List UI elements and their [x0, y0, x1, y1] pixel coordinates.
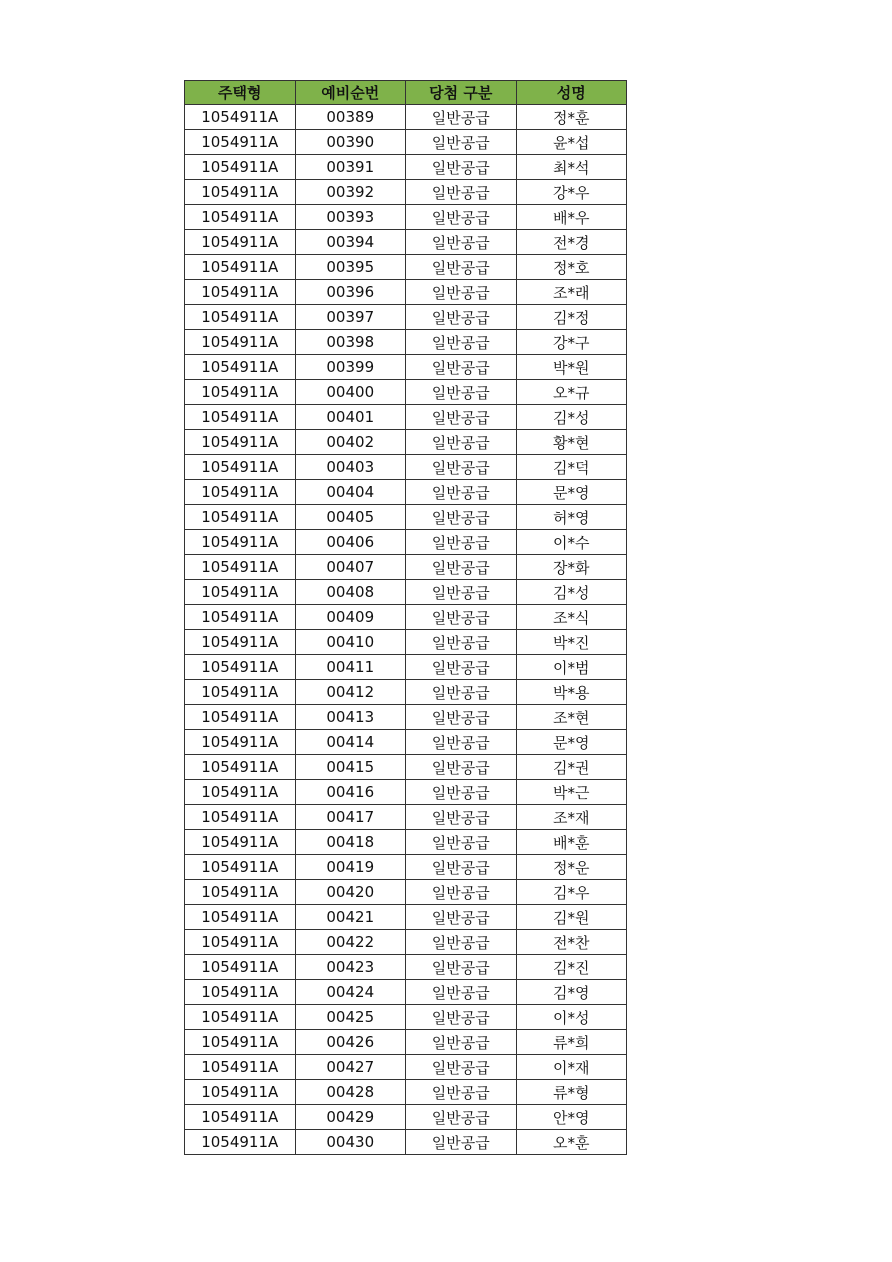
winning-category-cell: 일반공급: [406, 280, 517, 305]
reserve-number-cell: 00426: [295, 1030, 406, 1055]
table-row: [185, 205, 627, 230]
housing-type-cell: 1054911A: [185, 1055, 296, 1080]
housing-type-cell: 1054911A: [185, 780, 296, 805]
reserve-number-cell: 00409: [295, 605, 406, 630]
housing-type-cell: 1054911A: [185, 880, 296, 905]
name-cell: 문*영: [516, 730, 627, 755]
housing-type-cell: 1054911A: [185, 855, 296, 880]
winning-category-cell: 일반공급: [406, 155, 517, 180]
housing-type-cell: 1054911A: [185, 280, 296, 305]
name-cell: 박*원: [516, 355, 627, 380]
table-row: [185, 755, 627, 780]
header-winning-category: 당첨 구분: [406, 81, 517, 105]
housing-type-cell: 1054911A: [185, 905, 296, 930]
reserve-number-cell: 00415: [295, 755, 406, 780]
header-housing-type: 주택형: [185, 81, 296, 105]
table-row: [185, 155, 627, 180]
table-row: [185, 380, 627, 405]
winning-category-cell: 일반공급: [406, 880, 517, 905]
name-cell: 최*석: [516, 155, 627, 180]
name-cell: 황*현: [516, 430, 627, 455]
table-row: [185, 655, 627, 680]
housing-type-cell: 1054911A: [185, 480, 296, 505]
housing-type-cell: 1054911A: [185, 355, 296, 380]
winning-category-cell: 일반공급: [406, 105, 517, 130]
housing-type-cell: 1054911A: [185, 230, 296, 255]
winning-category-cell: 일반공급: [406, 630, 517, 655]
name-cell: 이*재: [516, 1055, 627, 1080]
table-row: [185, 855, 627, 880]
table-row: [185, 480, 627, 505]
name-cell: 박*진: [516, 630, 627, 655]
housing-type-cell: 1054911A: [185, 180, 296, 205]
reserve-number-cell: 00422: [295, 930, 406, 955]
name-cell: 조*래: [516, 280, 627, 305]
table-row: [185, 630, 627, 655]
winning-category-cell: 일반공급: [406, 230, 517, 255]
header-reserve-number: 예비순번: [295, 81, 406, 105]
winning-category-cell: 일반공급: [406, 730, 517, 755]
winning-category-cell: 일반공급: [406, 1005, 517, 1030]
housing-type-cell: 1054911A: [185, 1080, 296, 1105]
reserve-number-cell: 00393: [295, 205, 406, 230]
reserve-number-cell: 00419: [295, 855, 406, 880]
table-row: [185, 1030, 627, 1055]
table-row: [185, 780, 627, 805]
name-cell: 류*희: [516, 1030, 627, 1055]
header-name: 성명: [516, 81, 627, 105]
name-cell: 전*경: [516, 230, 627, 255]
winning-category-cell: 일반공급: [406, 530, 517, 555]
winning-category-cell: 일반공급: [406, 805, 517, 830]
reserve-number-cell: 00399: [295, 355, 406, 380]
winning-category-cell: 일반공급: [406, 480, 517, 505]
reserve-number-cell: 00406: [295, 530, 406, 555]
winning-category-cell: 일반공급: [406, 180, 517, 205]
reserve-number-cell: 00405: [295, 505, 406, 530]
table-row: [185, 455, 627, 480]
housing-type-cell: 1054911A: [185, 1105, 296, 1130]
winning-category-cell: 일반공급: [406, 905, 517, 930]
name-cell: 김*성: [516, 580, 627, 605]
reserve-number-cell: 00412: [295, 680, 406, 705]
table-row: [185, 880, 627, 905]
table-row: [185, 180, 627, 205]
reserve-number-cell: 00423: [295, 955, 406, 980]
table-row: [185, 1080, 627, 1105]
table-header-row: [185, 81, 627, 105]
housing-type-cell: 1054911A: [185, 430, 296, 455]
name-cell: 오*훈: [516, 1130, 627, 1155]
reserve-number-cell: 00429: [295, 1105, 406, 1130]
housing-type-cell: 1054911A: [185, 580, 296, 605]
table-row: [185, 1105, 627, 1130]
table-row: [185, 605, 627, 630]
housing-type-cell: 1054911A: [185, 380, 296, 405]
reserve-number-cell: 00394: [295, 230, 406, 255]
housing-type-cell: 1054911A: [185, 455, 296, 480]
reserve-number-cell: 00389: [295, 105, 406, 130]
housing-type-cell: 1054911A: [185, 980, 296, 1005]
table-row: [185, 955, 627, 980]
name-cell: 정*호: [516, 255, 627, 280]
table-body: [185, 105, 627, 1155]
table-row: [185, 980, 627, 1005]
name-cell: 장*화: [516, 555, 627, 580]
reserve-number-cell: 00417: [295, 805, 406, 830]
reserve-number-cell: 00391: [295, 155, 406, 180]
name-cell: 김*원: [516, 905, 627, 930]
table-row: [185, 255, 627, 280]
housing-type-cell: 1054911A: [185, 1005, 296, 1030]
name-cell: 박*근: [516, 780, 627, 805]
table-row: [185, 305, 627, 330]
winning-category-cell: 일반공급: [406, 205, 517, 230]
reserve-number-cell: 00397: [295, 305, 406, 330]
winning-category-cell: 일반공급: [406, 830, 517, 855]
name-cell: 조*재: [516, 805, 627, 830]
winning-category-cell: 일반공급: [406, 505, 517, 530]
housing-type-cell: 1054911A: [185, 755, 296, 780]
name-cell: 윤*섭: [516, 130, 627, 155]
reserve-number-cell: 00404: [295, 480, 406, 505]
reserve-number-cell: 00395: [295, 255, 406, 280]
winning-category-cell: 일반공급: [406, 130, 517, 155]
reserve-number-cell: 00418: [295, 830, 406, 855]
reserve-number-cell: 00424: [295, 980, 406, 1005]
name-cell: 김*진: [516, 955, 627, 980]
table-row: [185, 830, 627, 855]
housing-type-cell: 1054911A: [185, 305, 296, 330]
winning-category-cell: 일반공급: [406, 580, 517, 605]
name-cell: 오*규: [516, 380, 627, 405]
name-cell: 배*훈: [516, 830, 627, 855]
housing-type-cell: 1054911A: [185, 805, 296, 830]
table-row: [185, 1005, 627, 1030]
name-cell: 전*찬: [516, 930, 627, 955]
winning-category-cell: 일반공급: [406, 755, 517, 780]
name-cell: 류*형: [516, 1080, 627, 1105]
name-cell: 이*수: [516, 530, 627, 555]
winning-category-cell: 일반공급: [406, 680, 517, 705]
winning-category-cell: 일반공급: [406, 605, 517, 630]
housing-type-cell: 1054911A: [185, 680, 296, 705]
housing-type-cell: 1054911A: [185, 155, 296, 180]
name-cell: 문*영: [516, 480, 627, 505]
reserve-number-cell: 00407: [295, 555, 406, 580]
table-row: [185, 530, 627, 555]
name-cell: 이*성: [516, 1005, 627, 1030]
winning-category-cell: 일반공급: [406, 1105, 517, 1130]
winning-category-cell: 일반공급: [406, 255, 517, 280]
reserve-number-cell: 00392: [295, 180, 406, 205]
housing-type-cell: 1054911A: [185, 255, 296, 280]
winning-category-cell: 일반공급: [406, 305, 517, 330]
table-row: [185, 905, 627, 930]
name-cell: 박*용: [516, 680, 627, 705]
housing-type-cell: 1054911A: [185, 555, 296, 580]
housing-type-cell: 1054911A: [185, 1030, 296, 1055]
table-row: [185, 505, 627, 530]
name-cell: 조*현: [516, 705, 627, 730]
reserve-number-cell: 00401: [295, 405, 406, 430]
winning-category-cell: 일반공급: [406, 1130, 517, 1155]
name-cell: 배*우: [516, 205, 627, 230]
table-row: [185, 230, 627, 255]
reserve-number-cell: 00420: [295, 880, 406, 905]
reserve-number-cell: 00400: [295, 380, 406, 405]
reserve-number-cell: 00421: [295, 905, 406, 930]
winning-category-cell: 일반공급: [406, 855, 517, 880]
table-row: [185, 280, 627, 305]
housing-type-cell: 1054911A: [185, 330, 296, 355]
winning-category-cell: 일반공급: [406, 655, 517, 680]
housing-type-cell: 1054911A: [185, 705, 296, 730]
reserve-number-cell: 00390: [295, 130, 406, 155]
table-row: [185, 355, 627, 380]
name-cell: 김*우: [516, 880, 627, 905]
reserve-number-cell: 00430: [295, 1130, 406, 1155]
reserve-number-cell: 00402: [295, 430, 406, 455]
housing-type-cell: 1054911A: [185, 530, 296, 555]
reserve-number-cell: 00414: [295, 730, 406, 755]
winning-category-cell: 일반공급: [406, 1080, 517, 1105]
housing-type-cell: 1054911A: [185, 1130, 296, 1155]
name-cell: 이*범: [516, 655, 627, 680]
winning-category-cell: 일반공급: [406, 980, 517, 1005]
table-row: [185, 1130, 627, 1155]
name-cell: 강*구: [516, 330, 627, 355]
reserve-number-cell: 00416: [295, 780, 406, 805]
winning-category-cell: 일반공급: [406, 1030, 517, 1055]
name-cell: 김*덕: [516, 455, 627, 480]
reserve-number-cell: 00396: [295, 280, 406, 305]
reserve-number-cell: 00411: [295, 655, 406, 680]
reserve-number-cell: 00425: [295, 1005, 406, 1030]
reserve-number-cell: 00398: [295, 330, 406, 355]
winning-category-cell: 일반공급: [406, 705, 517, 730]
name-cell: 정*훈: [516, 105, 627, 130]
winning-category-cell: 일반공급: [406, 380, 517, 405]
winning-category-cell: 일반공급: [406, 455, 517, 480]
housing-type-cell: 1054911A: [185, 830, 296, 855]
housing-type-cell: 1054911A: [185, 930, 296, 955]
name-cell: 안*영: [516, 1105, 627, 1130]
housing-type-cell: 1054911A: [185, 105, 296, 130]
housing-type-cell: 1054911A: [185, 505, 296, 530]
table-row: [185, 705, 627, 730]
reserve-number-cell: 00413: [295, 705, 406, 730]
housing-type-cell: 1054911A: [185, 405, 296, 430]
name-cell: 조*식: [516, 605, 627, 630]
name-cell: 김*정: [516, 305, 627, 330]
winning-category-cell: 일반공급: [406, 330, 517, 355]
name-cell: 김*영: [516, 980, 627, 1005]
table-row: [185, 930, 627, 955]
reserve-number-cell: 00428: [295, 1080, 406, 1105]
name-cell: 정*운: [516, 855, 627, 880]
housing-type-cell: 1054911A: [185, 605, 296, 630]
housing-type-cell: 1054911A: [185, 955, 296, 980]
housing-type-cell: 1054911A: [185, 630, 296, 655]
table-row: [185, 730, 627, 755]
winning-category-cell: 일반공급: [406, 1055, 517, 1080]
table-row: [185, 430, 627, 455]
table-row: [185, 130, 627, 155]
winners-table: [184, 80, 627, 1155]
winning-category-cell: 일반공급: [406, 930, 517, 955]
name-cell: 강*우: [516, 180, 627, 205]
table-row: [185, 555, 627, 580]
table-row: [185, 805, 627, 830]
document-page: [184, 80, 627, 1155]
winning-category-cell: 일반공급: [406, 555, 517, 580]
winning-category-cell: 일반공급: [406, 355, 517, 380]
housing-type-cell: 1054911A: [185, 730, 296, 755]
reserve-number-cell: 00403: [295, 455, 406, 480]
reserve-number-cell: 00427: [295, 1055, 406, 1080]
table-row: [185, 105, 627, 130]
housing-type-cell: 1054911A: [185, 205, 296, 230]
winning-category-cell: 일반공급: [406, 405, 517, 430]
table-row: [185, 330, 627, 355]
winning-category-cell: 일반공급: [406, 955, 517, 980]
winning-category-cell: 일반공급: [406, 430, 517, 455]
reserve-number-cell: 00410: [295, 630, 406, 655]
name-cell: 김*권: [516, 755, 627, 780]
housing-type-cell: 1054911A: [185, 655, 296, 680]
table-row: [185, 405, 627, 430]
name-cell: 허*영: [516, 505, 627, 530]
table-row: [185, 580, 627, 605]
housing-type-cell: 1054911A: [185, 130, 296, 155]
table-row: [185, 1055, 627, 1080]
reserve-number-cell: 00408: [295, 580, 406, 605]
name-cell: 김*성: [516, 405, 627, 430]
table-row: [185, 680, 627, 705]
winning-category-cell: 일반공급: [406, 780, 517, 805]
